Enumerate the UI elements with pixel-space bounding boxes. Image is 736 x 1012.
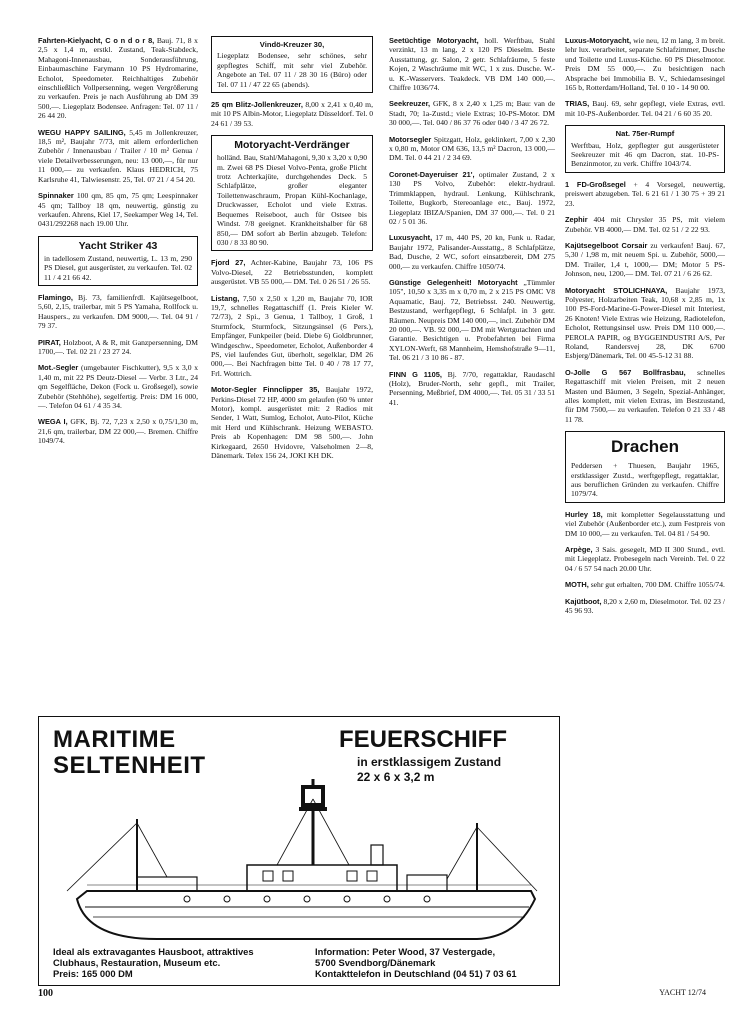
page-number: 100 [38,988,53,999]
classified-ad [389,99,555,127]
ad-body: GFK, Bj. 72, 7,23 x 2,50 x 0,75/1,30 m, 21,6 qm, trailerbar, DM 22 000,—. Bremen. Chiffre 1049/74. [38,417,198,446]
classified-ad [565,510,725,538]
ad-body: in tadellosem Zustand, neuwertig, L. 13 m, 290 PS Diesel, gut ausgerüstet, zu verkaufen. Tel. 02 11 / 4 21 66 42. [44,253,192,282]
ad-body: Baujahr 1972, Perkins-Diesel 72 HP, 4000 sm gelaufen (60 % unter Motor), kompl. ausgerüstet mit: 2 Radios mit Sender, 1 Watt, Sumlog, Echolot, Auto-Pilot, Küche mit Herd und Kühlschrank. Heizung WEBASTO. Preis ab Kopenhagen: DM 98 500,—. John Kirkegaard, 2650 Hvidovre, Valseholmen 2—8, Dänemark. Telex 156 24, JOKI KH DK. [211,385,373,461]
classified-ad [389,170,555,226]
ad-body: Bauj. 71, 8 x 2,5 x 1,4 m, erstkl. Zustand, Teak-Stabdeck, Mahagoni-Innenausbau, Sonderausführung, Einbaumaschine Farymann 10 PS Hydromarine, Echolot, Speedometer. Reichhaltiges Zubehör einschließlich Vollpersenning, wegen Vergrößerung zu verkaufen. Preis je nach Ausführung ab DM 39 500,—. Liegeplatz Bodensee. Anfragen: Tel. 07 11 / 26 44 20. [38,36,198,121]
classified-ad [565,215,725,234]
ad-title: Günstige Gelegenheit! Motoryacht [389,277,518,287]
ad-title: Luxusyacht, [389,233,433,243]
ad-title: Kajütboot, [565,596,602,606]
classified-ad [211,294,373,379]
ad-contact-line-2: 5700 Svendborg/Dänemark [315,957,436,968]
ad-title: Hurley 18, [565,509,603,519]
ad-description-line-1: Ideal als extravagantes Hausboot, attraktives [53,946,254,957]
ad-body: 100 qm, 85 qm, 75 qm; Leespinnaker 45 qm; Tallboy 18 qm, neuwertig, günstig zu verkaufen. Ahrens, Kiel 17, Seekamper Weg 14, Tel. 0431/292268 nach 19.00 Uhr. [38,191,198,229]
ad-body: Achter-Kabine, Baujahr 73, 106 PS Volvo-Diesel, 22 Betriebsstunden, komplett ausgerüstet. VB 55 000,— DM. Tel. 0 26 51 / 26 55. [211,258,373,287]
ad-title: Arpège, [565,545,593,555]
subheadline-zustand: in erstklassigem Zustand [357,755,502,769]
classified-ad [565,545,725,573]
ad-title: Zephir [565,215,588,225]
classified-ad [211,258,373,286]
ad-title: Motor-Segler Finnclipper 35, [211,385,320,395]
ad-body: schnelles Regattaschiff mit vielen Preisen, mit 2 neuen Masten und Bäumen, 3 Segeln, Spezial-Anhänger, alles komplett, mit vielen Extras, im Bestzustand, für DM 7500,— zu verkaufen. Telefon 0 21 33 / 48 11 78. [565,367,725,424]
classified-ad [38,293,198,331]
ad-body: + 4 Vorsegel, neuwertig, preiswert abzugeben. Tel. 6 21 61 / 1 30 75 + 39 21 23. [565,179,725,208]
classified-ad [38,128,198,184]
classified-ad [389,135,555,163]
ad-title: Motorsegler [389,134,432,144]
ad-title: Kajütsegelboot Corsair [565,240,648,250]
ad-title: Nat. 75er-Rumpf [615,129,675,139]
ad-body: 3 Sais. gesegelt, MD II 300 Stund., evtl. mit Liegeplatz. Probesegeln nach Vereinb. Tel. 0 22 04 / 6 57 54 nach 20.00 Uhr. [565,545,725,573]
ad-contact [315,946,517,979]
classified-ad [565,597,725,616]
ad-title: Fjord 27, [211,258,246,268]
feuerschiff-display-ad [38,716,560,986]
ad-contact-line-1: Information: Peter Wood, 37 Vestergade, [315,946,496,957]
ad-price: Preis: 165 000 DM [53,968,133,979]
classified-ad [211,100,373,128]
ad-body: optimaler Zustand, 2 x 130 PS Volvo, Zubehör: elektr.-hydraul. Trimmklappen, hydraul. Lenkung, Kühlschrank, Toilette, Bugkorb, Stereoanlage etc., Bauj. 1972, Liegeplatz IBIZA/Spanien, DM 37 000,—. Tel. 0 21 02 / 5 01 36. [389,169,555,226]
ad-title: Yacht Striker 43 [78,239,158,252]
ad-title: WEGA I, [38,417,68,427]
classified-ad [565,241,725,279]
classified-ad [389,278,555,363]
column-1 [38,36,198,453]
ad-title: Luxus-Motoryacht, [565,36,632,45]
ad-title: Drachen [610,437,680,457]
classified-ad [389,36,555,92]
ad-body: Spitzgatt, Holz, geklinkert, 7,00 x 2,30 x 0,80 m, Motor OM 636, 13,5 m² Dacron, 13 000,—DM. Tel. 0 44 21 / 2 34 69. [389,134,555,163]
ad-body: Liegeplatz Bodensee, sehr schönes, sehr gepflegtes Schiff, mit sehr viel Zubehör. Angebote an Tel. 07 11 / 28 30 16 (Büro) oder Tel. 07 11 / 47 22 65 (abends). [217,51,367,89]
ad-body: 8,20 x 2,60 m, Dieselmotor. Tel. 02 23 / 45 96 93. [565,596,725,616]
ad-title: WEGU HAPPY SAILING, [38,127,126,137]
classified-ad [38,36,198,121]
headline-feuerschiff: FEUERSCHIFF [339,726,507,753]
classified-ad [389,370,555,408]
ad-title: Vindö-Kreuzer 30, [259,40,325,49]
ad-title: FINN G 1105, [389,369,442,379]
ad-body: holländ. Bau, Stahl/Mahagoni, 9,30 x 3,20 x 0,90 m. Zwei 68 PS Diesel Volvo-Penta, große Plicht trotz Achterkajüte, durchgehendes Deck. 5 Schlafplätze, großer eleganter Toilettenwaschraum, Propan Kühl-Kochanlage, Druckwasser, Echolot und viele Extras. Bequemes Reiseboot, auch für Ostsee bis Windst. 7/8 geeignet. Krankheitshalber für 68 850,— DM sofort ab Berlin abzugeb. Telefon: 030 / 8 33 80 90. [217,153,367,247]
boxed-classified-ad [211,36,373,93]
ad-body: (umgebauter Fischkutter), 9,5 x 3,0 x 1,40 m, mit 22 PS Deutz-Diesel — Verbr. 3 Ltr., 24 qm Segelfläche, Dekon (Fock u. Großsegel), sowie Zubehör (Stehhöhe), segelfertig. Preis: DM 16 000,—. Telefon 04 61 / 4 35 34. [38,363,198,410]
ad-description [53,946,254,979]
ad-body: wie neu, 12 m lang, 3 m breit. lehr lux. verarbeitet, separate Schlafzimmer, Dusche und Toilette und Luxus-Küche. 60 PS Dieselmotor. Preis DM 55 000,—. Zu besichtigen nach Absprache bei Immobilia B. V., Schiedamsesingel 165 b, Rotterdam/Holland, Tel. 0 10 - 14 90 00. [565,36,725,93]
ad-body: 5,45 m Jollenkreuzer, 18,5 m², Baujahr 7/73, mit allem erforderlichen Zubehör / Innenausbau / Trailer / 10 m² Genua / viele Detailverbesserungen, neu: 13 000,—, für nur 11 000,— zu verkaufen. Klaus HEDRICH, 75 Karlsruhe 41, Talwiesenstr. 25, Tel. 07 21 / 4 54 20. [38,127,198,184]
ad-contact-line-3: Kontakttelefon in Deutschland (04 51) 7 03 61 [315,968,517,979]
ad-title: MOTH, [565,580,589,590]
classified-ad [38,363,198,410]
classified-ad [565,180,725,208]
ad-body: Bauj. 69, sehr gepflegt, viele Extras, evtl. mit 10-PS-Außenborder. Tel. 04 21 / 6 60 35 20. [565,99,725,118]
ad-body: Werftbau, Holz, gepflegter gut ausgerüsteter Seekreuzer mit 46 qm Dacron, stat. 10-PS-Benzinmotor, zu verk. Chiffre 1043/74. [571,140,719,169]
classified-ad [38,191,198,229]
headline-seltenheit: SELTENHEIT [53,752,206,779]
ad-body: Peddersen + Thuesen, Baujahr 1965, erstklassiger Zustd., werftgepflegt, regattaklar, aus beruflichen Gründen zu verkaufen. Chiffre 1079/74. [571,461,719,499]
classified-ad [211,385,373,460]
ad-body: holl. Werftbau, Stahl verzinkt, 13 m lang, 2 x 120 PS Dieselm. Beste Ausstattung, gr. Salon, 2 getr. Schlafräume, 5 feste Kojen, 2 Waschräume mit WC, 1 x zus. Dusche. W.- u. K.-Wasservers. Teakdeck. VB DM 140 000,—. Chiffre 1036/74. [389,36,555,93]
ad-body: Holzboot, A & R, mit Ganzpersenning, DM 1700,—. Tel. 02 21 / 23 27 24. [38,337,198,356]
ad-title: Listang, [211,293,240,303]
issue-footer: YACHT 12/74 [659,988,706,997]
ad-body: sehr gut erhalten, 700 DM. Chiffre 1055/74. [590,580,725,590]
ad-title: O-Jolle G 567 Bollfrasbau, [565,367,686,377]
ad-title: Fahrten-Kielyacht, C o n d o r 8, [38,36,155,45]
ad-title: Seekreuzer, [389,99,431,109]
ad-body: 404 mit Chrysler 35 PS, mit vielem Zubehör. VB 4000,— DM. Tel. 02 51 / 2 22 93. [565,215,725,234]
ad-body: Bj. 73, familienfrdl. Kajütsegelboot, 5,60, 2,15, trailerbar, mit 5 PS Yamaha, Rollfock u. Hauspers., zu verkaufen. DM 9000,—. Tel. 04 91 / 79 37. [38,292,198,331]
boxed-classified-ad [565,125,725,173]
column-4 [565,36,725,623]
subheadline-dimensions: 22 x 6 x 3,2 m [357,770,435,784]
ad-body: Bj. 7/70, regattaklar, Raudaschl (Holz), Bruder-North, sehr gepfl., mit Trailer, Persenning, Meßbrief, DM 4000,—. Tel. 05 31 / 33 51 41. [389,369,556,407]
ad-title: 25 qm Blitz-Jollenkreuzer, [211,100,303,110]
boxed-classified-ad [38,236,198,286]
column-2 [211,36,373,467]
ad-title: PIRAT, [38,337,61,347]
classified-ad [565,99,725,118]
classified-ad [565,286,725,361]
ad-body: „Tümmler 105", 10,50 x 3,35 m x 0,70 m, 2 x 215 PS OMC V8 Aquamatic, Bauj. 72, Betriebsst. 240. Neuwertig, Bestzustand, werftgepflegt, 6 Schlafpl. in 3 getr. Räumen. Neupreis DM 140 000,—, incl. Zubehör DM 20 000,—. VB. 92 000,— DM mit Wertgutachten und Garantie. Besichtigen u. Probefahrten bei Firma XYLON-Werft, 68 Mannheim, Hemshofstraße 9—11, Tel. 06 21 / 3 10 86 - 87. [389,277,555,363]
ad-title: 1 FD-Großsegel [565,179,626,189]
ad-body: Baujahr 1973, Polyester, Holzarbeiten Teak, 10,68 x 2,85 m, 1x 100 PS-Ford-Marine-G-Power-Diesel mit Interiest, 26 Knoten! Viele Extras wie Heizung, Radiotelefon, Echolot, Rettungsinsel usw. Preis DM 110 000,—. PEROLA PAPIR, og BYGGEINDUSTRI A/S, Per Roland, Randersvej 28, DK 6700 Esbjerg/Dänemark, Tel. 00 45-5-12 31 88. [565,285,725,361]
ad-title: Coronet-Dayeruiser 21', [389,169,475,179]
ad-title: Motoryacht STOLICHNAYA, [565,285,668,295]
ad-description-line-2: Clubhaus, Restauration, Museum etc. [53,957,221,968]
ad-headline-left [53,727,206,779]
classified-ad [565,580,725,589]
ad-body: GFK, 8 x 2,40 x 1,25 m; Bau: van de Stadt, 70; 1a-Zustd.; viele Extras; 10-PS-Motor. DM 30 000,—. Tel. 040 / 86 37 76 oder 040 / 3 47 26 72. [389,99,555,128]
classified-ad [565,368,725,424]
boxed-classified-ad [211,135,373,251]
classified-ad [389,233,555,271]
ad-body: mit kompletter Segelausstattung und viel Zubehör (Außenborder etc.), zum Festpreis von DM 10 000,— zu verkaufen. Tel. 04 81 / 54 90. [565,509,725,538]
ad-title: Motoryacht-Verdränger [234,139,350,152]
headline-maritime: MARITIME [53,726,176,753]
ad-title: TRIAS, [565,99,590,109]
classified-ad [565,36,725,92]
ad-title: Flamingo, [38,292,73,302]
boxed-classified-ad [565,431,725,503]
ad-body: 7,50 x 2,50 x 1,20 m, Baujahr 70, IOR 19,7, schnelles Regattaschiff (1. Preis Kieler W. 72/73), 2 Spi., 3 Genua, 1 Tallboy, 1 Groß, 1 Sturmfock, Sturmfock, Sitzungsinsel (6 Pers.), Empfänger, Funkpeiler (beid. Diebe 6) Goldbrunner, Windgeschw., Speedometer, Echolot, Außenborder 4 PS, viel laufendes Gut, überholt, segelklar, DM 26 000,—. Bei Nachfragen bitte Tel. 0 40 / 78 17 77, Frl. Wottrich. [211,293,373,378]
ad-title: Seetüchtige Motoryacht, [389,36,479,45]
ad-title: Spinnaker [38,191,74,201]
ad-body: 8,00 x 2,41 x 0,40 m, mit 10 PS Albin-Motor, Liegeplatz Düsseldorf. Tel. 0 24 61 / 39 53. [211,100,373,128]
column-3 [389,36,555,414]
classified-ad [38,417,198,445]
ad-title: Mot.-Segler [38,363,79,373]
lightship-illustration [47,779,551,949]
ad-body: 17 m, 440 PS, 20 kn, Funk u. Radar, Baujahr 1972, Palisander-Ausstattg., 8 Schlafplätze, Bad, Dusche, 2 WC, sofort einsatzbereit, DM 275 000,— zu verkaufen. Chiffre 1050/74. [389,233,555,271]
ad-body: zu verkaufen! Bauj. 67, 5,30 / 1,98 m, mit neuem Spi. u. Zubehör, 5000,— DM. Trailer, 1,4 t, 1000,— DM; Motor 5 PS-Johnson, neu, 1200,— DM. Tel. 07 21 / 6 26 62. [565,240,726,279]
classified-ad [38,338,198,357]
